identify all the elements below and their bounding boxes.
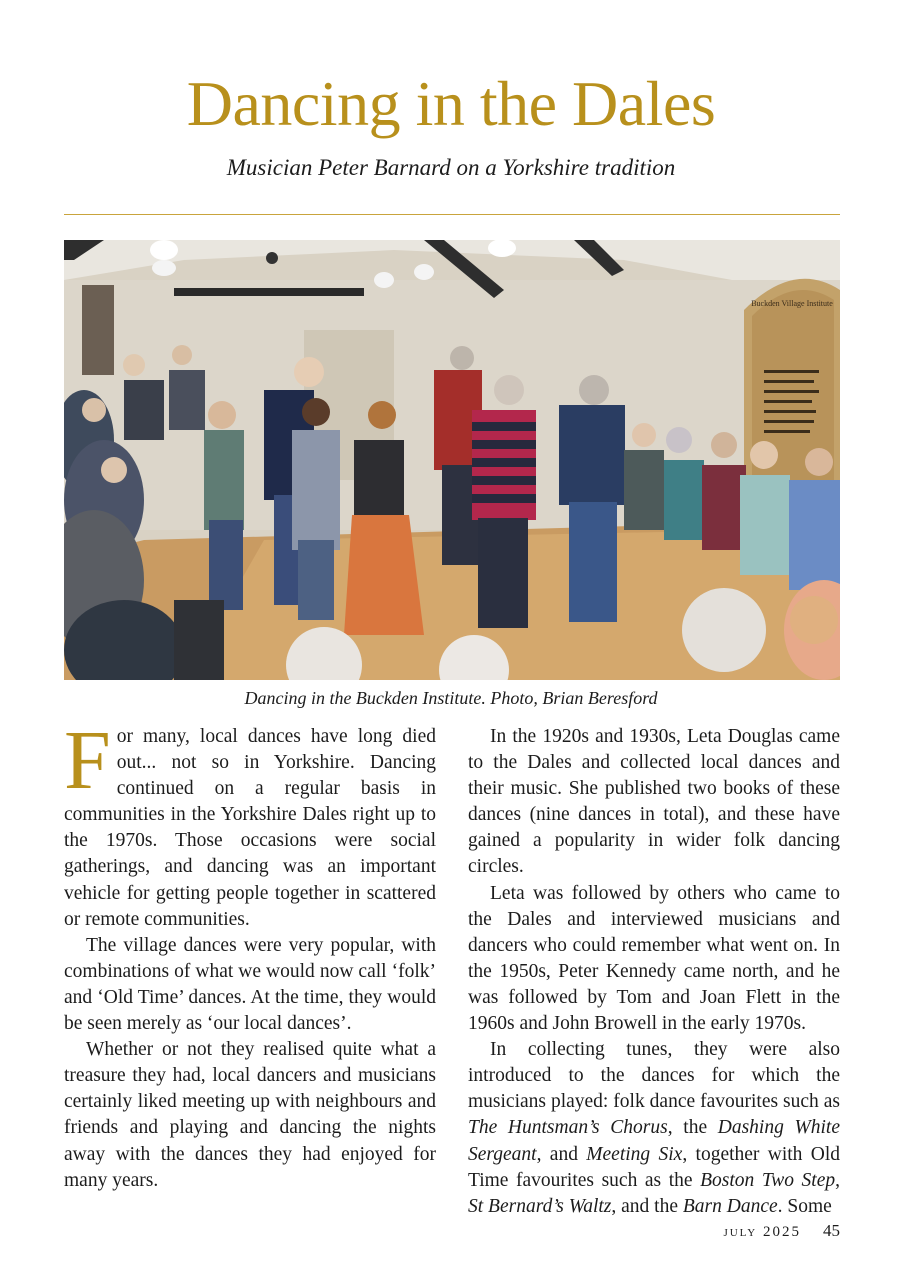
text-run: , the <box>667 1117 718 1139</box>
text-run: , together with Old Time favourites such as the <box>468 1143 840 1191</box>
dance-title: Dashing White Sergeant <box>468 1117 840 1165</box>
text-run: , <box>835 1169 840 1191</box>
text-run: In collecting tunes, they were also introduced to the dances for which the musicians played: folk dance favourites such as <box>468 1039 840 1113</box>
paragraph: In the 1920s and 1930s, Leta Douglas came to the Dales and collected local dances and their music. She published two books of these dances (nine dances in total), and these have gained a popularity in wider folk dancing circles. <box>468 726 840 878</box>
article-subtitle: Musician Peter Barnard on a Yorkshire tradition <box>226 155 676 180</box>
left-column <box>64 714 436 1194</box>
plaque-heading: Buckden Village Institute <box>751 299 833 308</box>
issue-date: july 2025 <box>723 1224 801 1240</box>
text-run: . Some <box>777 1195 832 1217</box>
text-run: , and <box>536 1143 587 1165</box>
paragraph: Whether or not they realised quite what a treasure they had, local dancers and musicians certainly liked meeting up with neighbours and friends and playing and dancing the nights away with the dances they had enjoyed for many years. <box>64 1039 436 1191</box>
dance-title: Boston Two Step <box>700 1169 836 1191</box>
title-divider <box>64 214 840 215</box>
dance-title: Meeting Six <box>586 1143 683 1165</box>
paragraph-text: or many, local dances have long died out... not so in Yorkshire. Dancing continued on a regular basis in communities in the Yorkshire Dales right up to the 1970s. Those occasions were social gatherings, and dancing was an important vehicle for getting people together in scattered or remote communities. <box>64 726 436 930</box>
dance-title: St Bernard’s Waltz <box>468 1195 612 1217</box>
photo-caption: Dancing in the Buckden Institute. Photo, Brian Beresford <box>244 688 658 708</box>
page-number: 45 <box>823 1221 840 1240</box>
dance-photo <box>64 240 840 680</box>
drop-cap: F <box>64 714 111 807</box>
paragraph <box>64 714 436 933</box>
right-column <box>468 724 840 1220</box>
paragraph: The village dances were very popular, with combinations of what we would now call ‘folk’ and ‘Old Time’ dances. At the time, they would be seen merely as ‘our local dances’. <box>64 934 436 1035</box>
text-run: , and the <box>611 1195 683 1217</box>
dance-title: The Huntsman’s Chorus <box>468 1117 668 1139</box>
article-title: Dancing in the Dales <box>186 68 716 139</box>
paragraph: Leta was followed by others who came to the Dales and interviewed musicians and dancers who could remember what went on. In the 1950s, Peter Kennedy came north, and he was followed by Tom and Joan Flett in the 1960s and John Browell in the early 1970s. <box>468 882 840 1035</box>
dance-title: Barn Dance <box>682 1195 778 1217</box>
paragraph <box>468 1037 840 1220</box>
page-footer <box>723 1220 840 1243</box>
